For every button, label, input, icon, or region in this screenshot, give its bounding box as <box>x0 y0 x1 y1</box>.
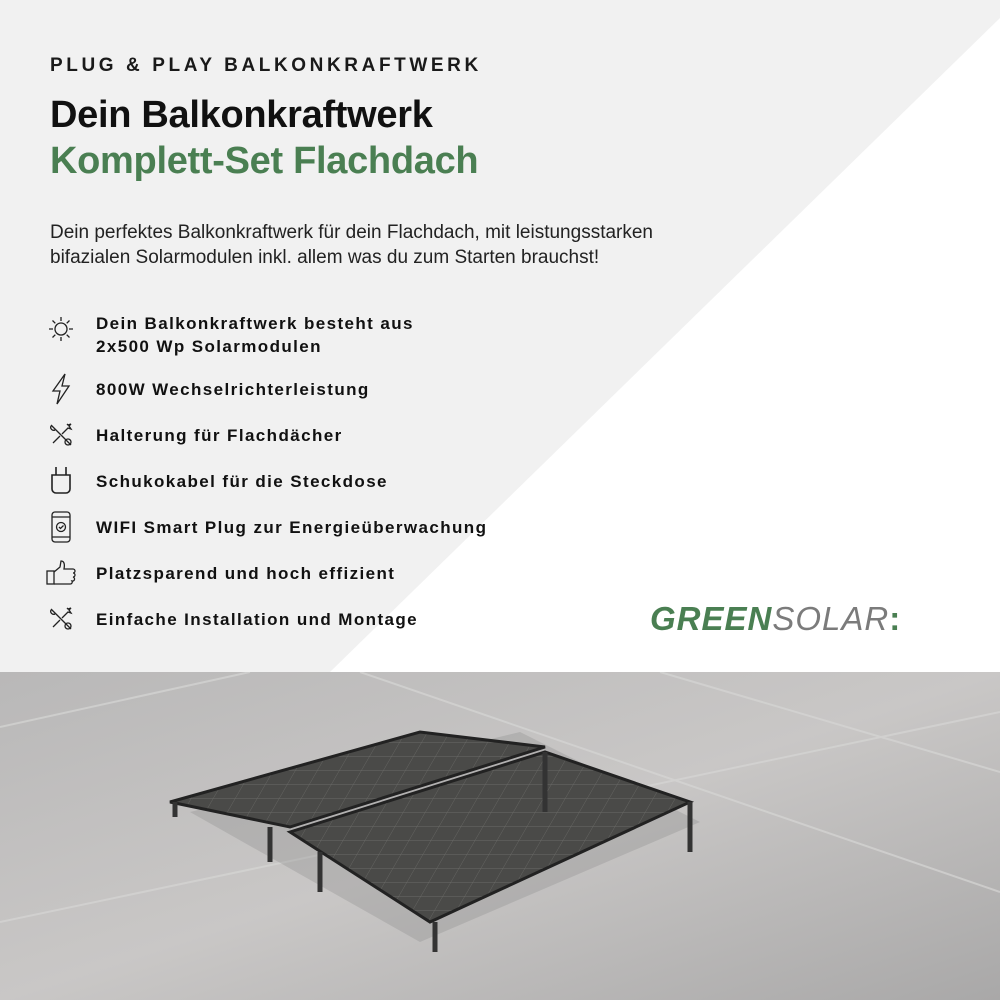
intro-line-2: bifazialen Solarmodulen inkl. allem was du zum Starten brauchst! <box>50 247 600 268</box>
feature-list <box>46 312 487 648</box>
feature-item <box>46 510 487 556</box>
feature-item <box>46 418 487 464</box>
feature-text: Platzsparend und hoch effizient <box>96 564 396 583</box>
greensolar-logo <box>650 600 901 638</box>
feature-item <box>46 312 487 370</box>
feature-text: WIFI Smart Plug zur Energieüberwachung <box>96 518 488 537</box>
plug-icon <box>46 464 76 498</box>
sun-icon <box>46 312 76 346</box>
product-photo <box>0 672 1000 1000</box>
feature-item <box>46 556 487 602</box>
title-line-2: Komplett-Set Flachdach <box>50 140 479 182</box>
intro-text <box>50 220 810 270</box>
logo-solar: SOLAR <box>772 600 890 637</box>
title-line-1: Dein Balkonkraftwerk <box>50 94 433 136</box>
thumbs-up-icon <box>46 556 76 590</box>
logo-colon: : <box>889 600 902 637</box>
feature-text: Dein Balkonkraftwerk besteht aus <box>96 314 414 333</box>
eyebrow-heading: PLUG & PLAY BALKONKRAFTWERK <box>50 55 482 76</box>
logo-green: GREEN <box>650 600 773 637</box>
feature-text: Einfache Installation und Montage <box>96 610 418 629</box>
feature-text: Schukokabel für die Steckdose <box>96 472 388 491</box>
feature-text-2: 2x500 Wp Solarmodulen <box>96 337 322 356</box>
feature-item <box>46 372 487 418</box>
feature-item <box>46 464 487 510</box>
lightning-icon <box>46 372 76 406</box>
feature-text: 800W Wechselrichterleistung <box>96 380 370 399</box>
feature-text: Halterung für Flachdächer <box>96 426 343 445</box>
tools-icon <box>46 602 76 636</box>
feature-item <box>46 602 487 648</box>
page-title <box>50 92 478 184</box>
tools-icon <box>46 418 76 452</box>
smartphone-check-icon <box>46 510 76 544</box>
intro-line-1: Dein perfektes Balkonkraftwerk für dein Flachdach, mit leistungsstarken <box>50 222 653 243</box>
